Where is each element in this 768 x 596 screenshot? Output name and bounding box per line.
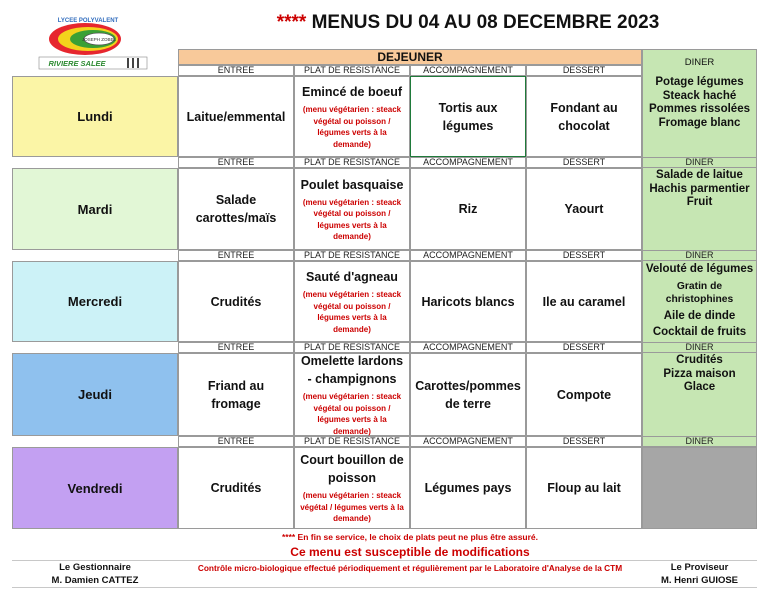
plat-name: Omelette lardons - champignons	[300, 354, 404, 386]
col-header-dessert: DESSERT	[526, 436, 642, 447]
col-header-dessert: DESSERT	[526, 342, 642, 353]
vegetarian-note: (menu végétarien : steack végétal ou poisson / légumes verts à la demande)	[302, 105, 402, 149]
plat-name: Court bouillon de poisson	[300, 453, 404, 486]
entree-cell: Salade carottes/maïs	[178, 168, 294, 250]
footer-divider	[12, 560, 757, 561]
footer-bottom-line	[12, 587, 757, 588]
accompagnement-cell-selected[interactable]: Tortis aux légumes	[410, 76, 526, 157]
diner-item: Gratin de christophines	[665, 280, 734, 306]
plat-cell	[294, 76, 410, 157]
vegetarian-note: (menu végétarien : steack végétal / légumes verts à la demande)	[300, 491, 404, 524]
day-name: Lundi	[12, 76, 178, 157]
col-header-diner: DINER	[642, 342, 757, 353]
col-header-entree: ENTREE	[178, 342, 294, 353]
proviseur-title: Le Proviseur	[670, 562, 729, 573]
gestionnaire-name: M. Damien CATTEZ	[51, 575, 139, 586]
plat-cell	[294, 168, 410, 250]
entree-cell: Crudités	[178, 261, 294, 342]
vegetarian-note: (menu végétarien : steack végétal ou poisson / légumes verts à la demande)	[302, 290, 402, 334]
col-header-accompagnement: ACCOMPAGNEMENT	[410, 65, 526, 76]
dessert-cell: Ile au caramel	[526, 261, 642, 342]
plat-name: Sauté d'agneau	[306, 270, 398, 284]
dejeuner-header: DEJEUNER	[178, 49, 642, 65]
diner-item: Crudités	[676, 354, 723, 366]
svg-text:RIVIERE SALEE: RIVIERE SALEE	[48, 59, 106, 68]
dessert-cell: Fondant au chocolat	[526, 76, 642, 157]
diner-item: Cocktail de fruits	[652, 326, 747, 339]
entree-cell: Laitue/emmental	[178, 76, 294, 157]
entree-cell: Friand au fromage	[178, 353, 294, 436]
gestionnaire-title: Le Gestionnaire	[59, 562, 131, 573]
col-header-dessert: DESSERT	[526, 157, 642, 168]
diner-item: Pizza maison	[663, 367, 736, 380]
diner-item: Glace	[683, 381, 716, 393]
diner-item: Potage légumes	[655, 76, 744, 88]
diner-item: Steack haché	[662, 89, 737, 102]
plat-cell	[294, 353, 410, 436]
diner-cell	[642, 353, 757, 436]
diner-item: Pommes rissolées	[648, 103, 750, 115]
col-header-diner: DINER	[642, 436, 757, 447]
col-header-plat: PLAT DE RESISTANCE	[294, 250, 410, 261]
col-header-entree: ENTREE	[178, 436, 294, 447]
day-name: Jeudi	[12, 353, 178, 436]
accompagnement-cell: Haricots blancs	[410, 261, 526, 342]
page-title: **** MENUS DU 04 AU 08 DECEMBRE 2023	[276, 12, 660, 33]
col-header-accompagnement: ACCOMPAGNEMENT	[410, 342, 526, 353]
day-name: Mardi	[12, 168, 178, 250]
diner-header: DINER	[684, 56, 715, 68]
col-header-accompagnement: ACCOMPAGNEMENT	[410, 436, 526, 447]
plat-name: Emincé de boeuf	[301, 85, 403, 99]
controle-note: Contrôle micro-biologique effectué périodiquement et régulièrement par le Laboratoire d'Analyse de la CTM	[197, 562, 623, 573]
accompagnement-cell: Riz	[410, 168, 526, 250]
page-title-text: MENUS DU 04 AU 08 DECEMBRE 2023	[311, 12, 660, 33]
diner-item: Fromage blanc	[658, 116, 741, 129]
plat-name: Poulet basquaise	[300, 177, 404, 192]
col-header-diner: DINER	[642, 157, 757, 168]
dessert-cell: Compote	[526, 353, 642, 436]
friday-diner-cell	[642, 447, 757, 529]
accompagnement-cell: Légumes pays	[410, 447, 526, 529]
col-header-entree: ENTREE	[178, 157, 294, 168]
diner-item: Salade de laitue	[656, 169, 743, 181]
service-note: **** En fin se service, le choix de plats peut ne plus être assuré.	[281, 531, 539, 542]
entree-cell: Crudités	[178, 447, 294, 529]
day-name: Mercredi	[12, 261, 178, 342]
svg-text:JOSEPH ZOBEL: JOSEPH ZOBEL	[81, 37, 117, 42]
diner-item: Aile de dinde	[663, 309, 736, 322]
dessert-cell: Floup au lait	[526, 447, 642, 529]
day-name: Vendredi	[12, 447, 178, 529]
proviseur-name: M. Henri GUIOSE	[660, 575, 739, 586]
modifications-note: Ce menu est susceptible de modifications	[290, 544, 530, 559]
school-logo-graphic	[33, 13, 153, 73]
col-header-dessert: DESSERT	[526, 250, 642, 261]
col-header-plat: PLAT DE RESISTANCE	[294, 65, 410, 76]
col-header-accompagnement: ACCOMPAGNEMENT	[410, 157, 526, 168]
diner-item: Fruit	[686, 196, 713, 208]
diner-cell	[642, 261, 757, 342]
plat-cell	[294, 261, 410, 342]
col-header-plat: PLAT DE RESISTANCE	[294, 436, 410, 447]
col-header-plat: PLAT DE RESISTANCE	[294, 157, 410, 168]
vegetarian-note: (menu végétarien : steack végétal ou poisson / légumes verts à la demande)	[302, 197, 402, 241]
col-header-dessert: DESSERT	[526, 65, 642, 76]
diner-cell	[642, 168, 757, 250]
accompagnement-cell: Carottes/pommes de terre	[410, 353, 526, 436]
dessert-cell: Yaourt	[526, 168, 642, 250]
col-header-entree: ENTREE	[178, 250, 294, 261]
col-header-diner: DINER	[642, 250, 757, 261]
svg-text:LYCEE POLYVALENT: LYCEE POLYVALENT	[57, 18, 119, 24]
school-logo	[33, 13, 153, 73]
col-header-plat: PLAT DE RESISTANCE	[294, 342, 410, 353]
col-header-accompagnement: ACCOMPAGNEMENT	[410, 250, 526, 261]
diner-item: Velouté de légumes	[645, 263, 754, 276]
col-header-entree: ENTREE	[178, 65, 294, 76]
diner-cell	[642, 75, 757, 155]
vegetarian-note: (menu végétarien : steack végétal ou poisson / légumes verts à la demande)	[302, 392, 402, 436]
diner-item: Hachis parmentier	[649, 182, 750, 195]
plat-cell	[294, 447, 410, 529]
